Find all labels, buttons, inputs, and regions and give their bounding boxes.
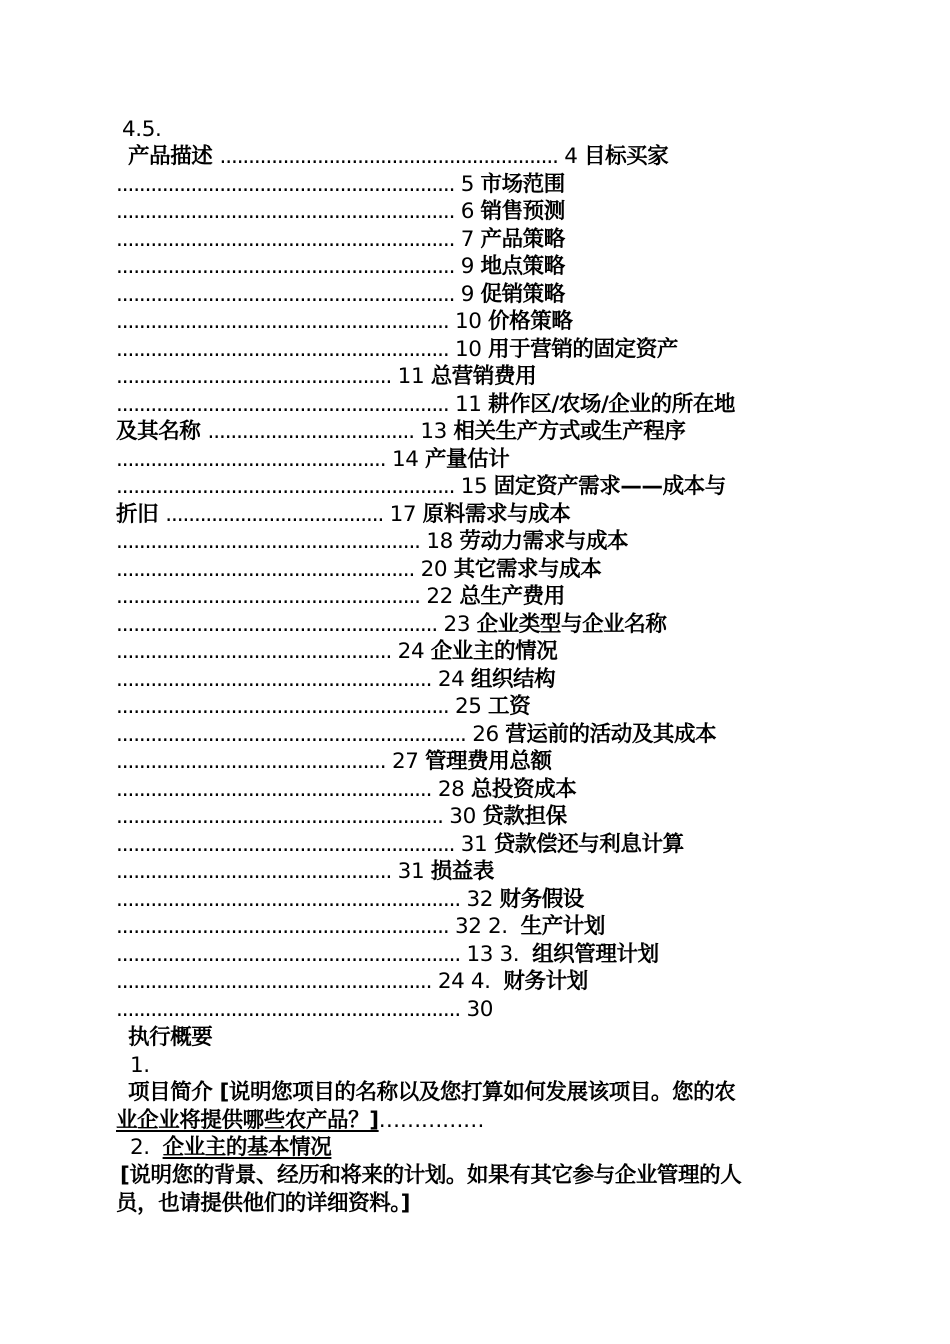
toc-page-number: 5 xyxy=(454,171,481,197)
toc-leader-dots: ............................................................. xyxy=(116,721,466,747)
toc-entry-title: 总生产费用 xyxy=(459,584,565,609)
toc-line xyxy=(116,858,494,886)
toc-line xyxy=(116,308,572,336)
toc-line xyxy=(116,556,601,584)
toc-leader-dots: .................................................... xyxy=(116,556,415,582)
toc-page-number: 30 xyxy=(460,996,494,1022)
toc-leader-dots: ..................................................... xyxy=(116,529,420,554)
toc-entry-title: 企业类型与企业名称 xyxy=(476,611,667,637)
toc-entry-title: 贷款偿还与利息计算 xyxy=(493,831,684,857)
toc-line xyxy=(116,473,726,501)
toc-entry-title: 其它需求与成本 xyxy=(453,556,602,582)
toc-leader-dots: ........................................................... xyxy=(116,831,455,857)
toc-entry-lead: 折旧 xyxy=(116,501,166,527)
toc-leader-dots: ............................................................ xyxy=(116,886,461,912)
toc-page-number: 7 xyxy=(454,226,481,252)
section-title-executive-summary: 执行概要 xyxy=(128,1025,213,1050)
toc-line xyxy=(116,336,678,364)
toc-line xyxy=(116,996,493,1024)
toc-page-number: 6 xyxy=(454,199,481,224)
toc-line xyxy=(116,886,584,914)
toc-leader-dots: ........................................................... xyxy=(116,474,455,499)
toc-leader-dots: ............................................................ xyxy=(116,996,461,1022)
toc-leader-dots: ................................................ xyxy=(116,639,392,664)
toc-entry-title: 工资 xyxy=(488,694,531,719)
toc-line xyxy=(116,968,588,996)
toc-page-number: 14 xyxy=(385,446,425,472)
toc-line xyxy=(116,391,735,419)
toc-line xyxy=(116,446,509,474)
toc-line xyxy=(116,776,576,804)
toc-page-number: 24 4. xyxy=(431,969,504,994)
item-2-number: 2. xyxy=(130,1135,163,1160)
toc-entry-lead: 产品描述 xyxy=(128,144,220,169)
toc-page-number: 10 xyxy=(448,309,489,334)
toc-line xyxy=(116,501,570,529)
toc-page-number: 31 xyxy=(391,859,431,884)
toc-line xyxy=(116,693,530,721)
toc-entry-title: 耕作区/农场/企业的所在地 xyxy=(488,391,736,417)
toc-entry-title: 固定资产需求——成本与 xyxy=(493,474,726,499)
toc-page-number: 31 xyxy=(454,831,494,857)
toc-entry-title: 市场范围 xyxy=(480,171,565,197)
toc-leader-dots: ..................................................... xyxy=(116,584,420,609)
toc-entry-title: 促销策略 xyxy=(480,281,565,307)
toc-leader-dots: ................................................ xyxy=(116,364,392,389)
toc-page-number: 13 xyxy=(413,419,454,444)
toc-entry-title: 总投资成本 xyxy=(470,776,577,802)
toc-entry-title: 目标买家 xyxy=(583,144,669,169)
item-2-title: 企业主的基本情况 xyxy=(162,1135,332,1160)
toc-leader-dots: ........................................................... xyxy=(116,281,455,307)
toc-heading-number: 4.5. xyxy=(122,117,162,142)
toc-page-number: 22 xyxy=(419,584,460,609)
toc-page-number: 17 xyxy=(383,501,423,527)
toc-leader-dots: ......................................................... xyxy=(116,804,443,829)
toc-entry-title: 管理费用总额 xyxy=(424,749,552,774)
toc-page-number: 25 xyxy=(448,694,489,719)
toc-page-number: 24 xyxy=(431,666,471,692)
toc-page-number: 30 xyxy=(442,804,483,829)
toc-entry-title: 生产计划 xyxy=(520,914,606,939)
toc-leader-dots: ....................................................... xyxy=(116,666,432,692)
toc-leader-dots: ........................................................ xyxy=(116,611,438,637)
toc-leader-dots: .......................................................... xyxy=(116,694,449,719)
toc-line xyxy=(116,418,685,446)
item-1-number: 1. xyxy=(130,1053,150,1078)
toc-page-number: 11 xyxy=(448,391,489,417)
toc-line xyxy=(116,941,659,969)
toc-leader-dots: .......................................................... xyxy=(116,336,449,362)
toc-leader-dots: ............................................... xyxy=(116,749,386,774)
toc-entry-title: 用于营销的固定资产 xyxy=(488,336,678,362)
toc-page-number: 20 xyxy=(414,556,454,582)
item-2-heading xyxy=(130,1134,331,1162)
toc-leader-dots: ........................................................... xyxy=(219,144,558,169)
toc-entry-title: 销售预测 xyxy=(480,199,565,224)
toc-entry-lead: 及其名称 xyxy=(116,419,208,444)
toc-page-number: 28 xyxy=(431,776,471,802)
toc-leader-dots: .......................................................... xyxy=(116,391,449,417)
toc-line xyxy=(116,363,536,391)
toc-page-number: 24 xyxy=(391,639,431,664)
toc-line xyxy=(116,913,605,941)
toc-entry-title: 劳动力需求与成本 xyxy=(459,529,629,554)
toc-page-number: 15 xyxy=(454,474,494,499)
toc-line xyxy=(116,528,628,556)
toc-leader-dots: ................................................ xyxy=(116,859,392,884)
toc-entry-title: 组织管理计划 xyxy=(532,941,659,967)
toc-page-number: 10 xyxy=(448,336,489,362)
toc-line xyxy=(116,583,565,611)
toc-entry-title: 损益表 xyxy=(430,859,494,884)
toc-entry-title: 产量估计 xyxy=(424,446,510,472)
toc-leader-dots: ............................................... xyxy=(116,446,386,472)
toc-leader-dots: .......................................................... xyxy=(116,309,449,334)
toc-line xyxy=(116,638,557,666)
toc-leader-dots: ....................................................... xyxy=(116,969,432,994)
toc-page-number: 4 xyxy=(557,144,584,169)
item-1-description-line-1: [说明您项目的名称以及您打算如何发展该项目。您的农 xyxy=(212,1080,736,1105)
toc-page-number: 9 xyxy=(454,254,481,279)
toc-leader-dots: ............................................................ xyxy=(116,941,461,967)
toc-page-number: 23 xyxy=(437,611,477,637)
toc-entry-title: 财务假设 xyxy=(499,886,584,912)
toc-leader-dots: ....................................................... xyxy=(116,776,432,802)
toc-leader-dots: ........................................................... xyxy=(116,254,455,279)
toc-entry-title: 营运前的活动及其成本 xyxy=(505,721,717,747)
item-1-trailing-dots: …………… xyxy=(378,1108,485,1133)
toc-line xyxy=(116,198,565,226)
toc-leader-dots: ........................................................... xyxy=(116,171,455,197)
toc-line xyxy=(116,171,565,199)
toc-leader-dots: .......................................................... xyxy=(116,914,449,939)
toc-leader-dots: ........................................................... xyxy=(116,199,455,224)
item-1-line-2 xyxy=(116,1107,484,1135)
toc-entry-title: 价格策略 xyxy=(488,309,573,334)
item-1-title: 项目简介 xyxy=(128,1080,213,1105)
item-1-line-1 xyxy=(128,1079,735,1107)
toc-entry-title: 贷款担保 xyxy=(482,804,567,829)
toc-line xyxy=(116,611,666,639)
toc-entry-title: 财务计划 xyxy=(503,969,588,994)
item-1-description-line-2: 业企业将提供哪些农产品？] xyxy=(116,1108,379,1133)
toc-entry-title: 地点策略 xyxy=(480,254,565,279)
toc-page-number: 11 xyxy=(391,364,431,389)
toc-entry-title: 相关生产方式或生产程序 xyxy=(453,419,686,444)
item-2-description-line-1: [说明您的背景、经历和将来的计划。如果有其它参与企业管理的人 xyxy=(120,1163,742,1188)
toc-page-number: 26 xyxy=(465,721,506,747)
toc-page-number: 32 xyxy=(460,886,500,912)
toc-page-number: 27 xyxy=(385,749,425,774)
toc-line xyxy=(116,831,684,859)
toc-line xyxy=(116,666,555,694)
toc-page-number: 32 2. xyxy=(448,914,521,939)
toc-entry-title: 原料需求与成本 xyxy=(422,501,571,527)
toc-line xyxy=(116,226,565,254)
toc-entry-title: 企业主的情况 xyxy=(430,639,558,664)
toc-line xyxy=(128,143,668,171)
toc-line xyxy=(116,748,552,776)
toc-page-number: 18 xyxy=(419,529,460,554)
toc-leader-dots: ........................................................... xyxy=(116,226,455,252)
toc-page-number: 9 xyxy=(454,281,481,307)
toc-line xyxy=(116,253,565,281)
toc-entry-title: 组织结构 xyxy=(470,666,556,692)
toc-page-number: 13 3. xyxy=(460,941,533,967)
toc-line xyxy=(116,721,716,749)
toc-entry-title: 总营销费用 xyxy=(430,364,537,389)
item-2-description-line-2: 员，也请提供他们的详细资料。] xyxy=(116,1191,411,1216)
toc-line xyxy=(116,803,567,831)
toc-entry-title: 产品策略 xyxy=(480,226,565,252)
toc-leader-dots: ...................................... xyxy=(165,501,384,527)
toc-leader-dots: .................................... xyxy=(207,419,414,444)
toc-line xyxy=(116,281,565,309)
